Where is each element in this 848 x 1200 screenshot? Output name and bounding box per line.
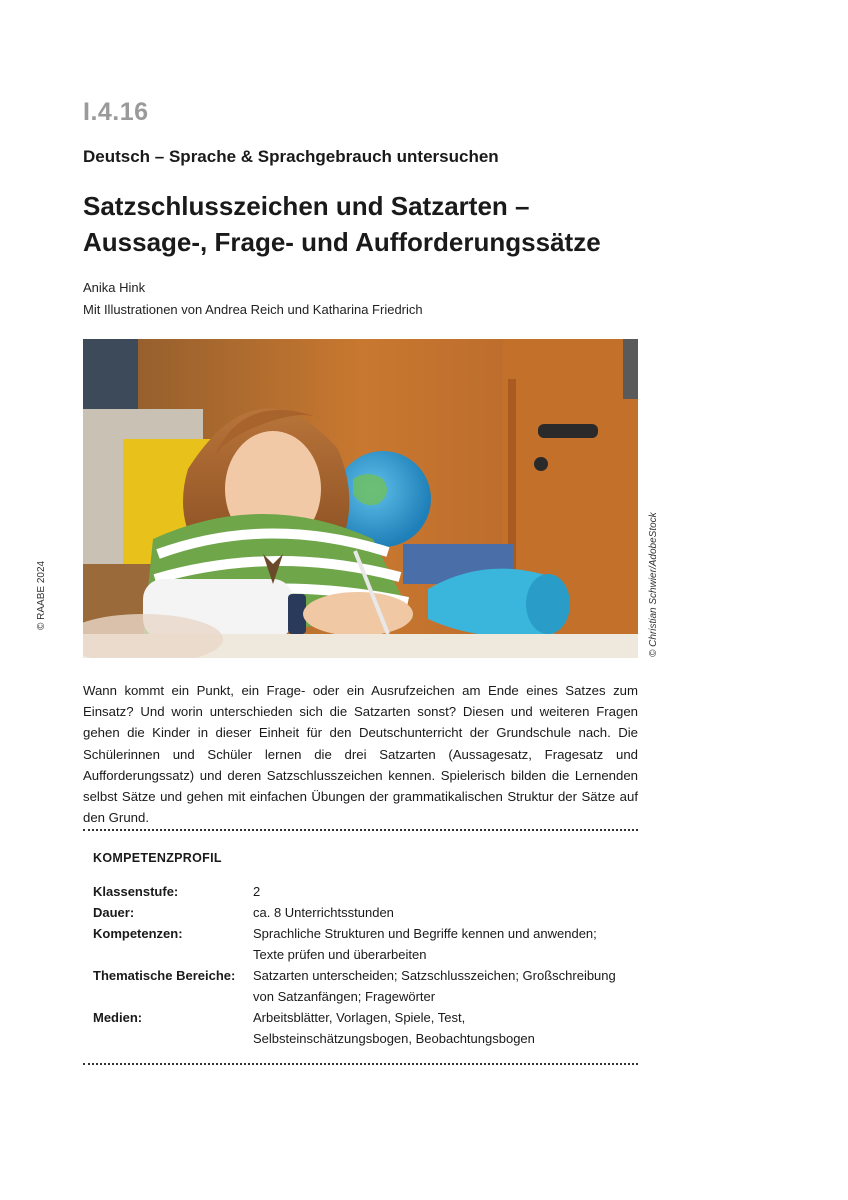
cover-photo bbox=[83, 339, 638, 658]
competence-profile-box bbox=[83, 829, 638, 1065]
unit-code: I.4.16 bbox=[83, 98, 149, 126]
photo-credit: © Christian Schwier/AdobeStock bbox=[648, 512, 659, 657]
profile-value: Arbeitsblätter, Vorlagen, Spiele, Test, Selbsteinschätzungsbogen, Beobachtungsbogen bbox=[253, 1010, 535, 1046]
profile-label: Kompetenzen: bbox=[93, 926, 183, 941]
profile-row-topics bbox=[93, 965, 633, 1007]
profile-row-duration bbox=[93, 902, 633, 923]
profile-label: Dauer: bbox=[93, 905, 135, 920]
competence-profile-title: KOMPETENZPROFIL bbox=[93, 851, 222, 865]
profile-value: Satzarten unterscheiden; Satzschlusszeichen; Großschreibung von Satzanfängen; Fragewörter bbox=[253, 968, 616, 1004]
profile-value: ca. 8 Unterrichtsstunden bbox=[253, 905, 394, 920]
title-line-1: Satzschlusszeichen und Satzarten – bbox=[83, 191, 530, 221]
profile-label: Klassenstufe: bbox=[93, 884, 179, 899]
copyright-notice: © RAABE 2024 bbox=[36, 560, 47, 630]
competence-profile-rows bbox=[93, 881, 633, 1049]
profile-row-competences bbox=[93, 923, 633, 965]
profile-value: Sprachliche Strukturen und Begriffe kennen und anwenden; Texte prüfen und überarbeiten bbox=[253, 926, 597, 962]
illustrators: Mit Illustrationen von Andrea Reich und Katharina Friedrich bbox=[83, 302, 423, 317]
profile-label: Medien: bbox=[93, 1010, 143, 1025]
intro-paragraph: Wann kommt ein Punkt, ein Frage- oder ein Ausrufzeichen am Ende eines Satzes zum Einsatz? Und worin unterschieden sich die Satzarten sonst? Diesen und weiteren Fragen gehen die Kinder in dieser Einheit für den Deutschunterricht der Grundschule nach. Die Schülerinnen und Schüler lernen die drei Satzarten (Aussagesatz, Fragesatz und Aufforderungssatz) und deren Satzschlusszeichen kennen. Spielerisch bilden die Lernenden selbst Sätze und gehen mit einfachen Übungen der grammatikalischen Struktur der Sätze auf den Grund. bbox=[83, 683, 638, 826]
subject-line: Deutsch – Sprache & Sprachgebrauch untersuchen bbox=[83, 147, 499, 166]
document-title bbox=[83, 188, 683, 260]
title-line-2: Aussage-, Frage- und Aufforderungssätze bbox=[83, 227, 601, 257]
profile-label: Thematische Bereiche: bbox=[93, 968, 236, 983]
profile-row-media bbox=[93, 1007, 633, 1049]
author: Anika Hink bbox=[83, 280, 146, 295]
profile-row-grade bbox=[93, 881, 633, 902]
profile-value: 2 bbox=[253, 884, 261, 899]
cover-photo-illustration bbox=[83, 339, 638, 658]
